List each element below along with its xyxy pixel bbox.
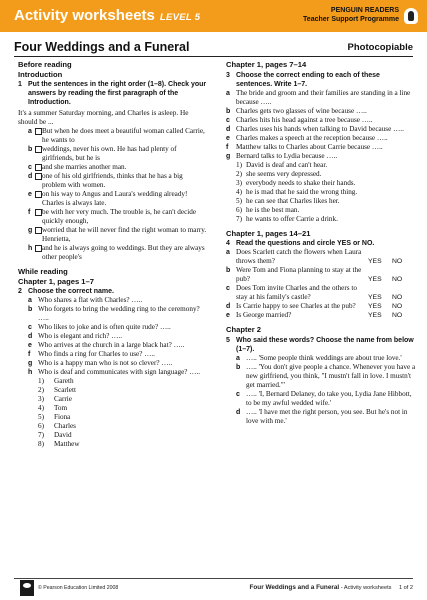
yes-no-choices bbox=[368, 302, 416, 311]
item-text: Does Tom invite Charles and the others to stay at his family's castle? bbox=[236, 284, 357, 301]
option-name: Charles bbox=[54, 422, 76, 430]
option-number: 2) bbox=[38, 386, 44, 394]
item-text: Who is elegant and rich? ….. bbox=[38, 332, 123, 340]
section-heading: Chapter 1, pages 7–14 bbox=[226, 60, 307, 69]
name-option bbox=[18, 395, 208, 404]
ending-text: he wants to offer Carrie a drink. bbox=[246, 214, 338, 223]
sentence-start bbox=[226, 89, 416, 107]
item-text: on his way to Angus and Laura's wedding already! Charles is always late. bbox=[42, 190, 188, 207]
sentence-ending bbox=[226, 170, 416, 179]
item-letter: d bbox=[28, 173, 33, 180]
item-text: Charles makes a speech at the reception because ….. bbox=[236, 133, 388, 142]
brand-block bbox=[303, 7, 399, 24]
sentence-start bbox=[226, 134, 416, 143]
pearson-logo-icon bbox=[20, 580, 34, 596]
item-letter: b bbox=[226, 107, 231, 115]
item-text: Who likes to joke and is often quite rude? ….. bbox=[38, 323, 171, 331]
section-heading: Chapter 2 bbox=[226, 325, 262, 334]
item-letter: f bbox=[226, 143, 229, 151]
question-text: Read the questions and circle YES or NO. bbox=[236, 240, 375, 247]
option-number: 6) bbox=[38, 422, 44, 430]
sentence-ending bbox=[226, 188, 416, 197]
quote-text: ….. 'I have met the right person, you see. But he's not in love with me.' bbox=[246, 407, 408, 425]
item-text: Who finds a ring for Charles to use? ….. bbox=[38, 350, 155, 358]
no-option[interactable]: NO bbox=[392, 258, 403, 265]
item-letter: f bbox=[28, 351, 31, 358]
question-number: 3 bbox=[226, 71, 230, 79]
question-5 bbox=[226, 336, 416, 354]
name-option bbox=[18, 404, 208, 413]
brand-line-1: PENGUIN READERS bbox=[330, 7, 399, 14]
item-text: Does Scarlett catch the flowers when Laura throws them? bbox=[236, 248, 362, 265]
item-letter: g bbox=[28, 227, 33, 234]
option-name: David bbox=[54, 431, 72, 439]
ending-number: 6) bbox=[236, 205, 242, 214]
brand-line-2: Teacher Support Programme bbox=[303, 15, 399, 23]
no-option[interactable]: NO bbox=[392, 276, 403, 283]
name-option bbox=[18, 440, 208, 449]
no-option[interactable]: NO bbox=[392, 294, 403, 301]
ordering-list bbox=[18, 127, 208, 262]
item-letter: d bbox=[226, 125, 231, 133]
item-text: Who is a happy man who is not so clever? ….. bbox=[38, 359, 173, 367]
header-title: Activity worksheets bbox=[14, 7, 155, 24]
sentence-start bbox=[226, 143, 416, 152]
question-3 bbox=[226, 71, 416, 89]
document-title: Four Weddings and a Funeral bbox=[14, 40, 190, 54]
name-option bbox=[18, 377, 208, 386]
name-option bbox=[18, 386, 208, 395]
intro-text: It's a summer Saturday morning, and Charles is asleep. He should be ... bbox=[18, 108, 189, 126]
option-name: Scarlett bbox=[54, 386, 76, 394]
item-text: Charles hits his head against a tree because ….. bbox=[236, 115, 373, 124]
answer-box[interactable] bbox=[35, 164, 42, 171]
question-item bbox=[18, 323, 208, 332]
question-text: Choose the correct name. bbox=[28, 288, 114, 295]
yes-no-choices bbox=[368, 257, 416, 266]
yes-option[interactable]: YES bbox=[368, 294, 382, 301]
answer-box[interactable] bbox=[35, 209, 42, 216]
ordering-item bbox=[18, 190, 208, 208]
quote-item bbox=[226, 363, 416, 390]
question-number: 1 bbox=[18, 81, 22, 88]
item-letter: b bbox=[28, 146, 33, 153]
item-letter: e bbox=[28, 191, 32, 198]
item-letter: g bbox=[226, 152, 231, 160]
question-number: 5 bbox=[226, 336, 230, 344]
question-2 bbox=[18, 287, 208, 296]
option-number: 5) bbox=[38, 413, 44, 421]
quote-list bbox=[226, 354, 416, 426]
page-number: 1 of 2 bbox=[399, 585, 413, 591]
ordering-item bbox=[18, 163, 208, 172]
item-letter: d bbox=[226, 303, 231, 310]
question-text: Choose the correct ending to each of these sentences. Write 1–7. bbox=[236, 71, 380, 88]
ending-text: she seems very depressed. bbox=[246, 169, 322, 178]
worksheet-title bbox=[14, 7, 200, 24]
item-text: But when he does meet a beautiful woman called Carrie, he wants to bbox=[42, 127, 205, 144]
item-letter: b bbox=[226, 267, 231, 274]
quote-text: ….. 'I, Bernard Delaney, do take you, Lydia Jane Hibbott, to be my awful wedded wife.' bbox=[246, 389, 412, 407]
item-text: Matthew talks to Charles about Carrie because ….. bbox=[236, 142, 383, 151]
ordering-item bbox=[18, 244, 208, 262]
item-text: worried that he will never find the right woman to marry. Henrietta, bbox=[42, 226, 207, 243]
ending-number: 2) bbox=[236, 169, 242, 178]
yes-option[interactable]: YES bbox=[368, 276, 382, 283]
ending-number: 5) bbox=[236, 196, 242, 205]
item-letter: a bbox=[226, 89, 230, 97]
option-number: 8) bbox=[38, 440, 44, 448]
question-text: Put the sentences in the right order (1–8). Check your answers by reading the first paragraph of the Introduction. bbox=[28, 81, 207, 106]
item-text: one of his old girlfriends, thinks that he has a big problem with women. bbox=[42, 172, 183, 189]
item-letter: c bbox=[28, 324, 32, 331]
option-number: 1) bbox=[38, 377, 44, 385]
no-option[interactable]: NO bbox=[392, 303, 403, 310]
name-question-list bbox=[18, 296, 208, 377]
yes-no-choices bbox=[368, 275, 416, 284]
ordering-item bbox=[18, 172, 208, 190]
sentence-ending bbox=[226, 161, 416, 170]
name-option bbox=[18, 431, 208, 440]
item-text: be with her very much. The trouble is, he can't decide quickly enough, bbox=[42, 208, 197, 225]
footer-suffix: - Activity worksheets bbox=[339, 585, 392, 591]
no-option[interactable]: NO bbox=[392, 312, 403, 319]
answer-box[interactable] bbox=[35, 227, 42, 234]
ending-text: he is the best man. bbox=[246, 205, 300, 214]
quote-item bbox=[226, 408, 416, 426]
item-letter: e bbox=[226, 312, 230, 319]
item-letter: h bbox=[28, 369, 33, 376]
answer-box[interactable] bbox=[35, 191, 42, 198]
footer-info bbox=[249, 584, 413, 591]
sentence-ending bbox=[226, 206, 416, 215]
quote-text: ….. 'You don't give people a chance. Whenever you have a new girlfriend, you think, "I mustn't fall in love. I mustn't get married."' bbox=[246, 362, 416, 389]
penguin-logo-icon bbox=[404, 8, 418, 24]
yes-no-item bbox=[226, 266, 416, 284]
yes-no-item bbox=[226, 284, 416, 302]
yes-no-choices bbox=[368, 293, 416, 302]
answer-box[interactable] bbox=[35, 245, 42, 252]
name-option bbox=[18, 422, 208, 431]
question-item bbox=[18, 368, 208, 377]
question-item bbox=[18, 350, 208, 359]
option-number: 4) bbox=[38, 404, 44, 412]
section-heading: While reading bbox=[18, 267, 68, 276]
item-text: Who arrives at the church in a large black hat? ….. bbox=[38, 341, 185, 349]
question-item bbox=[18, 296, 208, 305]
yes-no-item bbox=[226, 248, 416, 266]
ordering-item bbox=[18, 226, 208, 244]
sentence-ending-list bbox=[226, 161, 416, 224]
photocopiable-label: Photocopiable bbox=[347, 42, 413, 53]
option-number: 7) bbox=[38, 431, 44, 439]
item-text: Who is deaf and communicates with sign language? ….. bbox=[38, 368, 201, 376]
answer-box[interactable] bbox=[35, 173, 42, 180]
question-number: 2 bbox=[18, 288, 22, 295]
item-letter: b bbox=[28, 306, 33, 313]
question-number: 4 bbox=[226, 240, 230, 247]
ordering-item bbox=[18, 127, 208, 145]
quote-text: ….. 'Some people think weddings are about true love.' bbox=[246, 353, 402, 362]
ending-text: David is deaf and can't hear. bbox=[246, 160, 328, 169]
item-text: Charles uses his hands when talking to David because ….. bbox=[236, 124, 404, 133]
ending-number: 1) bbox=[236, 160, 242, 169]
footer-divider bbox=[14, 578, 413, 579]
item-letter: e bbox=[226, 134, 230, 142]
item-letter: c bbox=[226, 285, 230, 292]
section-heading: Before reading bbox=[18, 60, 72, 69]
yes-no-item bbox=[226, 302, 416, 311]
copyright-text: © Pearson Education Limited 2008 bbox=[38, 585, 119, 591]
yes-no-item bbox=[226, 311, 416, 320]
quote-item bbox=[226, 354, 416, 363]
item-text: Who forgets to bring the wedding ring to the ceremony? ….. bbox=[38, 305, 200, 322]
item-text: Bernard talks to Lydia because ….. bbox=[236, 151, 338, 160]
ordering-item bbox=[18, 145, 208, 163]
option-name: Fiona bbox=[54, 413, 71, 421]
option-name: Gareth bbox=[54, 377, 74, 385]
question-item bbox=[18, 359, 208, 368]
ending-text: he can see that Charles likes her. bbox=[246, 196, 340, 205]
item-text: Were Tom and Fiona planning to stay at the pub? bbox=[236, 266, 362, 283]
sentence-start bbox=[226, 107, 416, 116]
item-letter: g bbox=[28, 360, 33, 367]
name-options-list bbox=[18, 377, 208, 449]
header-band bbox=[0, 0, 427, 32]
option-name: Tom bbox=[54, 404, 68, 412]
name-option bbox=[18, 413, 208, 422]
item-letter: c bbox=[236, 390, 240, 398]
item-letter: d bbox=[236, 408, 241, 416]
sentence-ending bbox=[226, 215, 416, 224]
sentence-start-list bbox=[226, 89, 416, 161]
item-text: Who shares a flat with Charles? ….. bbox=[38, 296, 143, 304]
item-letter: d bbox=[28, 333, 33, 340]
ending-number: 4) bbox=[236, 187, 242, 196]
yes-no-choices bbox=[368, 311, 416, 320]
question-text: Who said these words? Choose the name from below (1–7). bbox=[236, 336, 414, 353]
item-text: Charles gets two glasses of wine because ….. bbox=[236, 106, 367, 115]
question-item bbox=[18, 341, 208, 350]
item-text: weddings, never his own. He has had plenty of girlfriends, but he is bbox=[42, 145, 177, 162]
level-label: LEVEL 5 bbox=[159, 12, 201, 23]
question-item bbox=[18, 332, 208, 341]
option-name: Matthew bbox=[54, 440, 80, 448]
yes-option[interactable]: YES bbox=[368, 258, 382, 265]
ending-text: he is mad that he said the wrong thing. bbox=[246, 187, 358, 196]
left-column bbox=[18, 60, 208, 449]
item-letter: a bbox=[226, 249, 230, 256]
sentence-ending bbox=[226, 197, 416, 206]
option-number: 3) bbox=[38, 395, 44, 403]
ordering-item bbox=[18, 208, 208, 226]
item-text: and she marries another man. bbox=[42, 163, 127, 171]
ending-number: 7) bbox=[236, 214, 242, 223]
section-subheading: Introduction bbox=[18, 69, 63, 79]
item-text: Is George married? bbox=[236, 311, 292, 319]
question-item bbox=[18, 305, 208, 323]
question-1 bbox=[18, 80, 208, 107]
item-letter: c bbox=[226, 116, 230, 124]
item-letter: f bbox=[28, 209, 31, 216]
quote-item bbox=[226, 390, 416, 408]
sentence-ending bbox=[226, 179, 416, 188]
item-text: Is Carrie happy to see Charles at the pub? bbox=[236, 302, 356, 310]
sentence-start bbox=[226, 116, 416, 125]
right-column bbox=[226, 60, 416, 426]
item-letter: c bbox=[28, 164, 32, 171]
yes-no-list bbox=[226, 248, 416, 320]
item-letter: h bbox=[28, 245, 33, 252]
item-letter: a bbox=[236, 354, 240, 362]
item-letter: e bbox=[28, 342, 32, 349]
item-text: The bride and groom and their families are standing in a line because ….. bbox=[236, 88, 411, 106]
ending-number: 3) bbox=[236, 178, 242, 187]
section-heading: Chapter 1, pages 14–21 bbox=[226, 228, 311, 238]
item-letter: b bbox=[236, 363, 241, 371]
yes-option[interactable]: YES bbox=[368, 312, 382, 319]
question-4 bbox=[226, 239, 416, 248]
item-text: and he is always going to weddings. But they are always other people's bbox=[42, 244, 205, 261]
item-letter: a bbox=[28, 297, 32, 304]
option-name: Carrie bbox=[54, 395, 72, 403]
answer-box[interactable] bbox=[35, 128, 42, 135]
section-subheading: Chapter 1, pages 1–7 bbox=[18, 276, 94, 286]
item-letter: a bbox=[28, 128, 32, 135]
sentence-start bbox=[226, 152, 416, 161]
ending-text: everybody needs to shake their hands. bbox=[246, 178, 356, 187]
yes-option[interactable]: YES bbox=[368, 303, 382, 310]
title-divider bbox=[14, 56, 413, 57]
footer-book-title: Four Weddings and a Funeral bbox=[249, 584, 340, 591]
sentence-start bbox=[226, 125, 416, 134]
answer-box[interactable] bbox=[35, 146, 42, 153]
